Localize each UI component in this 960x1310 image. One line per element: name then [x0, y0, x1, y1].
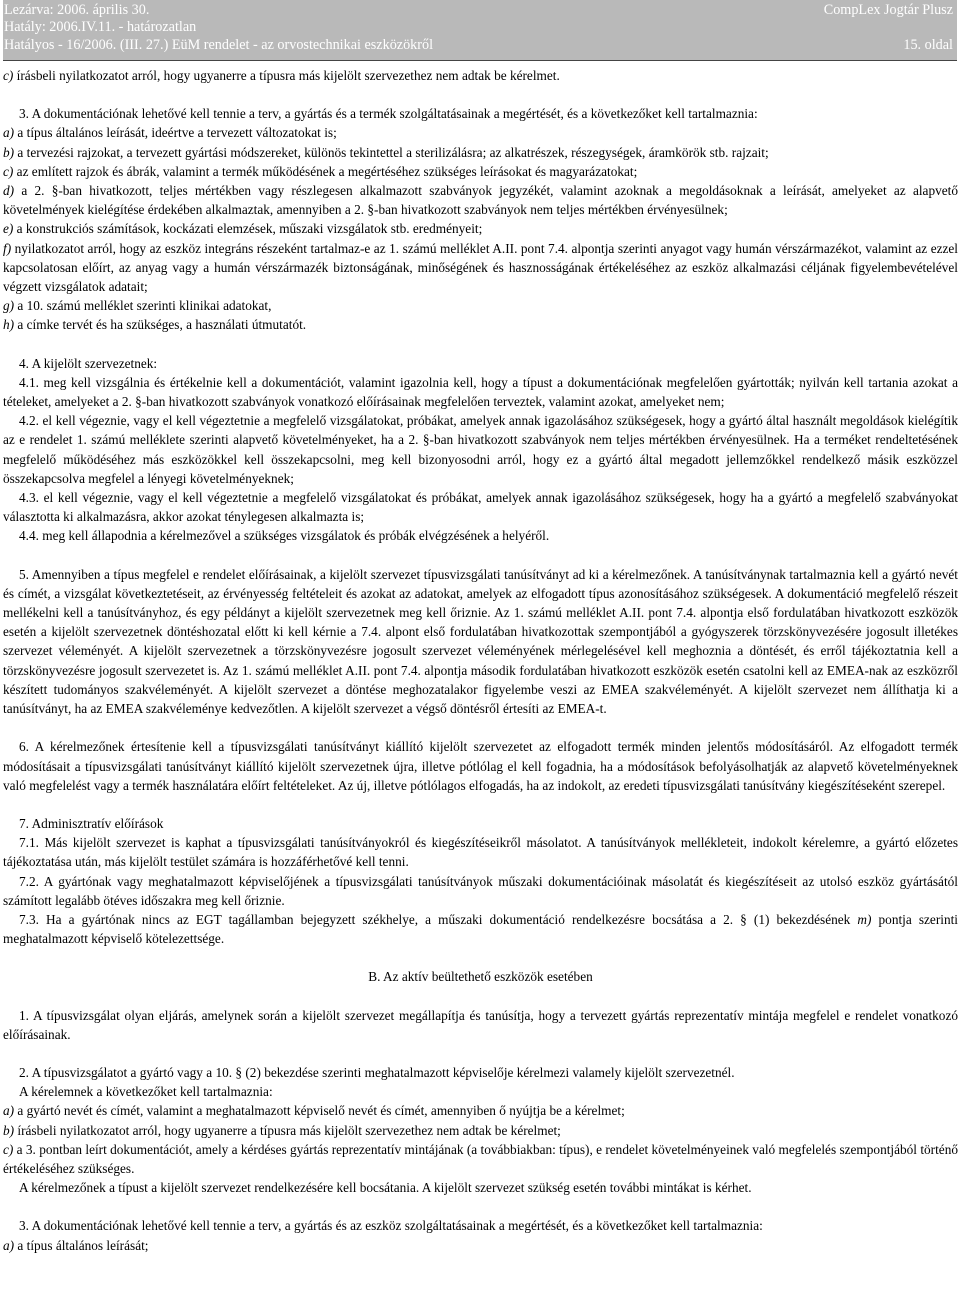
- paragraph: [3, 181, 958, 219]
- paragraph: [3, 910, 958, 948]
- item-label: a): [3, 1237, 15, 1253]
- item-label: b): [3, 1122, 15, 1138]
- validity-range: Hatály: 2006.IV.11. - határozatlan: [4, 19, 197, 35]
- item-label: g): [3, 298, 15, 314]
- item-label: b): [3, 144, 15, 160]
- paragraph: [3, 143, 958, 162]
- paragraph: 4.2. el kell végeznie, vagy el kell végeztetnie a megfelelő vizsgálatokat, próbákat, amelyek annak igazolásához szükségesek, hogy a gyártó által használt megoldások kielégítik az e rendelet 1. számú melléklete szerinti alapvető követelményeket, ha a 2. §-ban hivatkozott szabványok nem teljes mértékben érvényesülnek. Ha a terméket rendeltetésének megfelelő működéséhez más eszközökkel kell összekapcsolni, meg kell bizonyosodni arról, hogy ez a gyártó által megadott jellemzőkkel rendelkező másik eszközzel összekapcsolva megfelel a lényegi követelményeknek;: [3, 413, 958, 486]
- item-label: f): [3, 240, 12, 256]
- paragraph-text: írásbeli nyilatkozatot arról, hogy ugyanerre a típusra más kijelölt szervezethez nem adtak be kérelmet.: [13, 68, 560, 83]
- paragraph-text: írásbeli nyilatkozatot arról, hogy ugyanerre a típusra más kijelölt szervezethez nem adtak be kérelmet;: [14, 1122, 561, 1138]
- paragraph-text: a címke tervét és ha szükséges, a használati útmutatót.: [14, 317, 307, 333]
- paragraph: 4.3. el kell végeznie, vagy el kell végeztetnie a megfelelő vizsgálatokat és próbákat, amelyek annak igazolásához szükségesek, hogy ha a gyártó a megfelelő szabványokat választotta ki alkalmazásra, akkor azokat ténylegesen alkalmazta is;: [3, 490, 958, 525]
- paragraph: [3, 296, 958, 315]
- item-label: a): [3, 125, 15, 141]
- paragraph-text: nyilatkozatot arról, hogy az eszköz integráns részeként tartalmaz-e az 1. számú melléklet A.II. pont 7.4. alpontja szerinti anyagot vagy humán vérszármazékot, valamint az ezzel kapcsolatosan előírt, az anyag vagy a humán vérszármazék biztonságának, minőségének és hasznosságának értékeléséhez az eszköz alkalmazási céljának figyelembevételével végzett vizsgálatok adatait;: [3, 240, 958, 295]
- paragraph-text: az említett rajzok és ábrák, valamint a termék működésének a megértéséhez szükséges leírásokat és magyarázatokat;: [13, 163, 638, 179]
- paragraph: [3, 239, 958, 297]
- item-label: m): [857, 911, 872, 927]
- item-label: a): [3, 1103, 15, 1119]
- paragraph: [3, 1236, 958, 1255]
- paragraph-text: a 2. §-ban hivatkozott, teljes mértékben vagy részlegesen alkalmazott szabványok jegyzékét, valamint azoknak a megoldásoknak a leírását, amelyeket az alapvető követelmények kielégítése érdekében alkalmaztak, amennyiben a 2. §-ban hivatkozott szabványok nem teljes mértékben érvényesülnek;: [3, 183, 958, 218]
- paragraph: 7.1. Más kijelölt szervezet is kaphat a típusvizsgálati tanúsítványokról és kiegészítéseikről másolatot. A tanúsítványok mellékleteit, indokolt kérelemre, a gyártó előzetes tájékoztatása után, más kijelölt testület számára is hozzáférhetővé kell tenni.: [3, 835, 958, 870]
- paragraph: 4. A kijelölt szervezetnek:: [19, 355, 158, 371]
- paragraph: 7.2. A gyártónak vagy meghatalmazott képviselőjének a típusvizsgálati tanúsítványok műszaki dokumentációinak másolatát és kiegészítéseit az utolsó eszköz gyártásától számított legalább ötéves időszakra meg kell őriznie.: [3, 873, 958, 908]
- closing-date: Lezárva: 2006. április 30.: [4, 2, 150, 18]
- item-label: d): [3, 183, 15, 199]
- paragraph-text: a 10. számú melléklet szerinti klinikai adatokat,: [14, 298, 272, 314]
- paragraph: 4.1. meg kell vizsgálnia és értékelnie kell a dokumentációt, valamint igazolnia kell, hogy a típust a dokumentációnak megfelelően gyártották; nyilván kell tartania azokat a tételeket, amelyeket a 2. §-ban hivatkozott szabványok vonatkozó előírásainak megfelelően terveztek, valamint azokat, amelyeket nem;: [3, 374, 958, 410]
- page-header: [3, 0, 957, 61]
- paragraph: [3, 219, 958, 238]
- paragraph: [3, 66, 958, 85]
- paragraph: [3, 162, 958, 181]
- paragraph: [3, 1121, 958, 1140]
- item-label: c): [3, 1141, 14, 1157]
- section-heading: 7. Adminisztratív előírások: [19, 815, 164, 831]
- paragraph-text: pontja szerinti meghatalmazott képviselő kötelezettsége.: [3, 911, 958, 947]
- chapter-heading: B. Az aktív beültethető eszközök esetében: [368, 969, 593, 985]
- paragraph: [3, 315, 958, 334]
- document-body: [3, 66, 958, 1255]
- regulation-title: Hatályos - 16/2006. (III. 27.) EüM rendelet - az orvostechnikai eszközökről: [4, 37, 434, 53]
- paragraph-text: a konstrukciós számítások, kockázati elemzések, műszaki vizsgálatok stb. eredményeit;: [13, 221, 483, 237]
- paragraph-text: a gyártó nevét és címét, valamint a meghatalmazott képviselő nevét és címét, amennyiben ő nyújtja be a kérelmet;: [14, 1103, 625, 1119]
- item-label: c): [3, 163, 14, 179]
- paragraph: 1. A típusvizsgálat olyan eljárás, amelynek során a kijelölt szervezet megállapítja és tanúsítja, hogy a tervezett gyártás reprezentatív mintája megfelel e rendelet vonatkozó előírásainak.: [3, 1007, 958, 1042]
- item-label: h): [3, 317, 15, 333]
- paragraph-text: a tervezési rajzokat, a tervezett gyártási módszereket, különös tekintettel a sterilizálásra; az alkatrészek, részegységek, áramkörök stb. rajzait;: [14, 144, 769, 160]
- paragraph: 3. A dokumentációnak lehetővé kell tennie a terv, a gyártás és a termék szolgáltatásainak a megértését, és a következőket kell tartalmaznia:: [19, 106, 758, 122]
- item-label: e): [3, 221, 14, 237]
- paragraph: [3, 1140, 958, 1178]
- paragraph: 4.4. meg kell állapodnia a kérelmezővel a szükséges vizsgálatok és próbák elvégzésének a helyéről.: [19, 528, 550, 544]
- paragraph: 6. A kérelmezőnek értesítenie kell a típusvizsgálati tanúsítványt kiállító kijelölt szervezetet az elfogadott termék minden jelentős módosításáról. Az elfogadott termék módosításait a típusvizsgálati tanúsítványt kiállító kijelölt szervezetnek újra, illetve pótlólag el kell fogadnia, ha a módosítások befolyásolhatják az alapvető követelményeknek való megfelelést vagy a termék használatára előírt feltételeket. Az új, illetve pótlólagos elfogadás, ha az indokolt, az eredeti típusvizsgálati tanúsítvány kiegészítéseként szerepel.: [3, 739, 958, 793]
- paragraph-text: a 3. pontban leírt dokumentációt, amely a kérdéses gyártás reprezentatív mintájának (a továbbiakban: típus), e rendelet követelményeinek való megfelelés szempontjából történő értékeléséhez szükséges.: [3, 1141, 958, 1176]
- paragraph-text: 7.3. Ha a gyártónak nincs az EGT tagállamban bejegyzett székhelye, a műszaki dokumentáció rendelkezésre bocsátása a 2. § (1) bekezdésének: [19, 911, 858, 927]
- item-label: c): [3, 68, 14, 83]
- paragraph-text: a típus általános leírását, ideértve a tervezett változatokat is;: [14, 125, 337, 141]
- paragraph-text: a típus általános leírását;: [14, 1237, 149, 1253]
- paragraph: A kérelemnek a következőket kell tartalmaznia:: [19, 1084, 273, 1100]
- paragraph: [3, 1101, 958, 1120]
- paragraph: 3. A dokumentációnak lehetővé kell tennie a terv, a gyártás és az eszköz szolgáltatásainak a megértését, és a következőket kell tartalmaznia:: [19, 1218, 763, 1234]
- paragraph: A kérelmezőnek a típust a kijelölt szervezet rendelkezésére kell bocsátania. A kijelölt szervezet szükség esetén további mintákat is kérhet.: [19, 1180, 752, 1196]
- paragraph: [3, 123, 958, 142]
- brand-name: CompLex Jogtár Plusz: [823, 2, 953, 18]
- paragraph: 5. Amennyiben a típus megfelel e rendelet előírásainak, a kijelölt szervezet típusvizsgálati tanúsítványt ad ki a kérelmezőnek. A tanúsítványnak tartalmaznia kell a gyártó nevét és címét, a vizsgálat következtetéseit, az érvényesség feltételeit és azokat az adatokat, amelyek az elfogadott típus azonosításához szükségesek. A dokumentáció megfelelő részeit mellékelni kell a tanúsítványhoz, és egy példányt a kijelölt szervezetnek meg kell őriznie. Az 1. számú melléklet A.II. pont 7.4. alpontja első fordulatában hivatkozott eszközök esetén a kijelölt szervezetnek döntéshozatal előtt ki kell kérnie a 7.4. alpont első fordulatában hivatkozottak szempontjából a gyógyszerek törzskönyvezésére jogosult illetékes szervezet véleményét. A kijelölt szervezetnek a törzskönyvezésre jogosult szervezet véleményének mérlegelésével kell meghoznia a döntését, és erről tájékoztatnia kell a törzskönyvezésre jogosult szervezetet is. Az 1. számú melléklet A.II. pont 7.4. alpontja második fordulatában hivatkozott eszközök esetén csatolni kell az EMEA-nak az eszközről készített tudományos szakvéleményét. A kijelölt szervezet a döntése meghozatalakor figyelembe veszi az EMEA szakvéleményét. A kijelölt szervezet nem állíthatja ki a tanúsítványt, ha az EMEA szakvéleménye kedvezőtlen. A kijelölt szervezet a végső döntésről értesíti az EMEA-t.: [3, 566, 958, 717]
- paragraph: 2. A típusvizsgálatot a gyártó vagy a 10. § (2) bekezdése szerinti meghatalmazott képviselője kérelmezi valamely kijelölt szervezetnél.: [19, 1064, 735, 1080]
- page-number: 15. oldal: [903, 37, 953, 53]
